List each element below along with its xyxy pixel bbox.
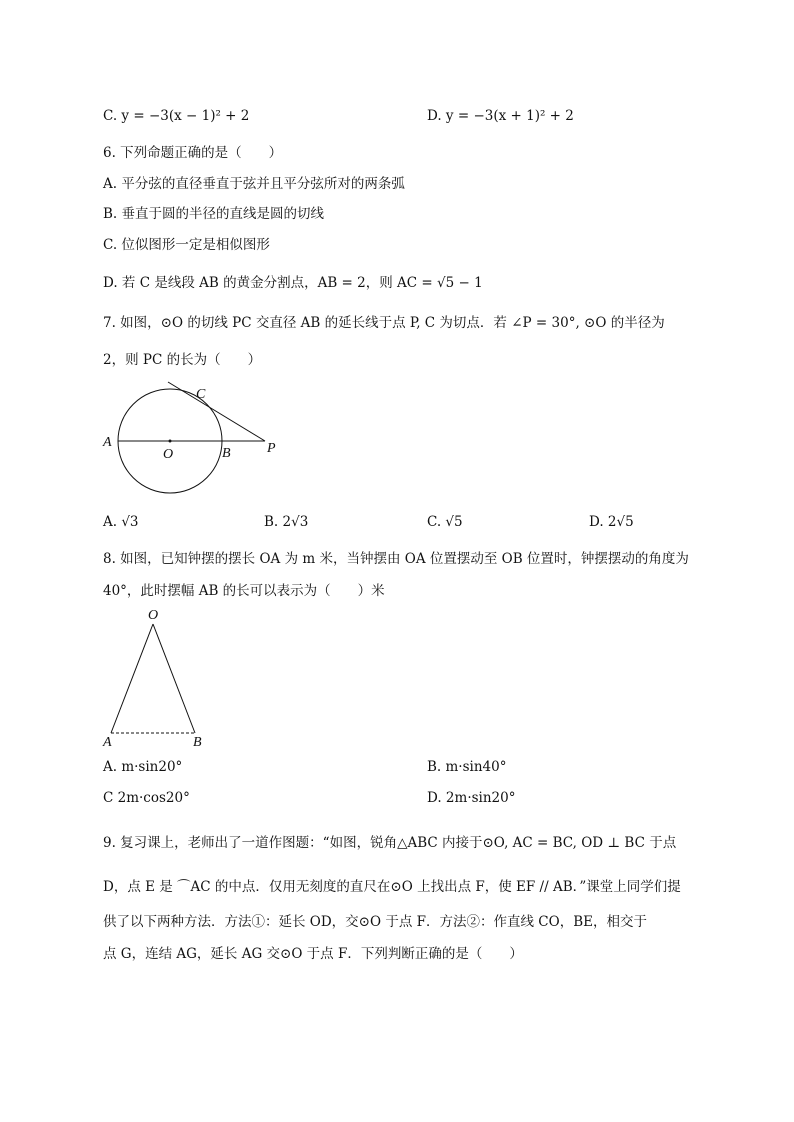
q8-option-a: A. m·sin20°	[103, 759, 183, 775]
q7-center-dot	[169, 440, 172, 443]
q7-stem-line2: 2，则 PC 的长为（ ）	[103, 352, 262, 368]
q7-label-c: C	[196, 387, 206, 402]
q6-option-a: A. 平分弦的直径垂直于弦并且平分弦所对的两条弧	[103, 176, 405, 192]
q8-label-a: A	[103, 735, 112, 749]
q7-option-c: C. √5	[427, 514, 463, 530]
q7-option-d: D. 2√5	[589, 514, 634, 530]
q7-label-o: O	[163, 447, 174, 462]
q8-option-d: D. 2m·sin20°	[427, 790, 516, 806]
q8-pendulum-figure	[100, 604, 220, 749]
q6-option-c: C. 位似图形一定是相似图形	[103, 237, 270, 253]
q8-stem-line1: 8. 如图，已知钟摆的摆长 OA 为 m 米，当钟摆由 OA 位置摆动至 OB 位置时，钟摆摆动的角度为	[103, 551, 689, 567]
q8-option-c: C 2m·cos20°	[103, 790, 190, 806]
q6-stem: 6. 下列命题正确的是（ ）	[103, 145, 283, 161]
q7-stem-line1: 7. 如图，⊙O 的切线 PC 交直径 AB 的延长线于点 P, C 为切点．若 ∠P = 30°, ⊙O 的半径为	[103, 315, 665, 331]
q8-stem-line2: 40°，此时摆幅 AB 的长可以表示为（ ）米	[103, 583, 385, 599]
q6-option-b: B. 垂直于圆的半径的直线是圆的切线	[103, 206, 325, 222]
q8-line-ob	[153, 624, 195, 733]
q9-line1: 9. 复习课上，老师出了一道作图题：“如图，锐角△ABC 内接于⊙O, AC = BC, OD ⊥ BC 于点	[103, 835, 677, 851]
q7-tangent-line	[168, 382, 265, 441]
q7-label-a: A	[103, 435, 112, 450]
q8-label-o: O	[148, 608, 159, 623]
q5-option-d: D. y = −3(x + 1)² + 2	[427, 108, 574, 124]
q8-line-oa	[111, 624, 153, 733]
q7-label-p: P	[267, 441, 276, 456]
q7-option-b: B. 2√3	[264, 514, 309, 530]
q7-label-b: B	[222, 446, 231, 461]
q9-line3: 供了以下两种方法．方法①：延长 OD，交⊙O 于点 F．方法②：作直线 CO，BE，相交于	[103, 914, 647, 930]
q9-line2: D，点 E 是 ⌒AC 的中点．仅用无刻度的直尺在⊙O 上找出点 F，使 EF // AB．”课堂上同学们提	[103, 879, 681, 895]
q9-line4: 点 G，连结 AG，延长 AG 交⊙O 于点 F．下列判断正确的是（ ）	[103, 946, 523, 962]
q6-option-d: D. 若 C 是线段 AB 的黄金分割点，AB = 2，则 AC = √5 − 1	[103, 275, 483, 291]
q8-option-b: B. m·sin40°	[427, 759, 507, 775]
q5-option-c: C. y = −3(x − 1)² + 2	[103, 108, 250, 124]
q7-option-a: A. √3	[103, 514, 139, 530]
q7-circle-tangent-figure	[100, 378, 300, 498]
q8-label-b: B	[193, 735, 202, 749]
